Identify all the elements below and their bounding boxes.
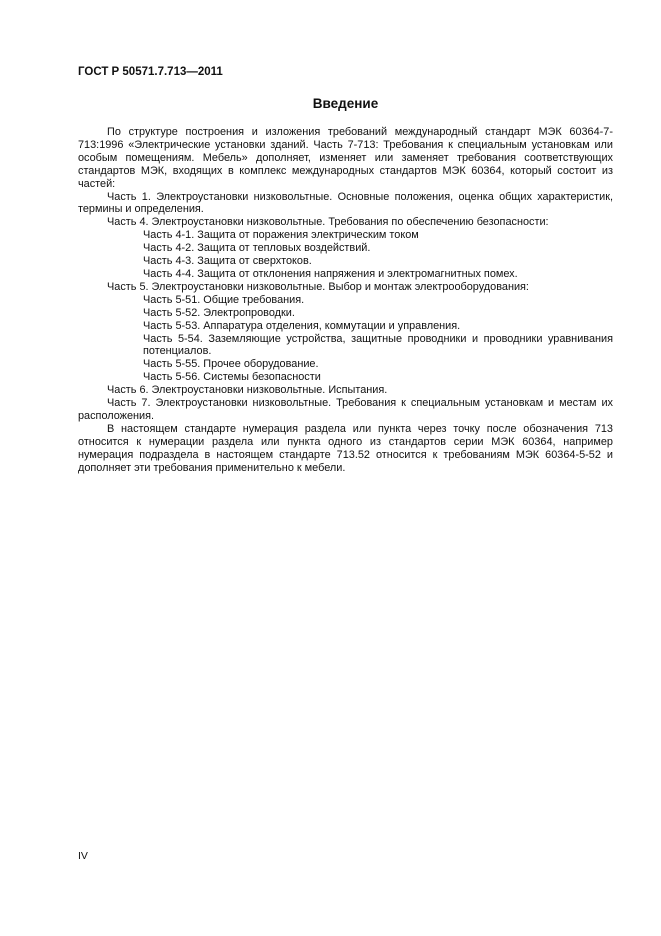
part-7: Часть 7. Электроустановки низковольтные. Требования к специальным установкам и местам их расположения.: [78, 397, 613, 422]
page-number: IV: [78, 850, 88, 862]
closing-paragraph: В настоящем стандарте нумерация раздела или пункта через точку после обозначения 713 относится к нумерации раздела или пункта одного из стандартов серии МЭК 60364, например нумерация подраздела в настоящем стандарте 713.52 относится к требованиям МЭК 60364-5-52 и дополняет эти требования применительно к мебели.: [78, 422, 613, 474]
part-5-51: Часть 5-51. Общие требования.: [143, 293, 305, 306]
intro-paragraph: По структуре построения и изложения требований международный стандарт МЭК 60364-7-713:1996 «Электрические установки зданий. Часть 7-713: Требования к специальным установкам или особым помещениям. Мебель» дополняет, изменяет или заменяет требования соответствующих стандартов МЭК, входящих в комплекс международных стандартов МЭК 60364, который состоит из частей:: [78, 126, 613, 190]
part-4: Часть 4. Электроустановки низковольтные. Требования по обеспечению безопасности:: [107, 216, 549, 229]
part-5-54: Часть 5-54. Заземляющие устройства, защитные проводники и проводники уравнивания потенциалов.: [143, 332, 613, 358]
part-5-56: Часть 5-56. Системы безопасности: [143, 371, 321, 384]
part-6: Часть 6. Электроустановки низковольтные. Испытания.: [107, 384, 388, 397]
part-5-55: Часть 5-55. Прочее оборудование.: [143, 358, 319, 371]
section-title: Введение: [312, 96, 379, 111]
part-4-2: Часть 4-2. Защита от тепловых воздействий.: [143, 242, 371, 255]
part-5-52: Часть 5-52. Электропроводки.: [143, 306, 295, 319]
part-4-4: Часть 4-4. Защита от отклонения напряжения и электромагнитных помех.: [143, 267, 518, 280]
part-5: Часть 5. Электроустановки низковольтные. Выбор и монтаж электрооборудования:: [107, 280, 529, 293]
document-number: ГОСТ Р 50571.7.713—2011: [78, 66, 223, 78]
document-body: [78, 126, 613, 474]
part-4-3: Часть 4-3. Защита от сверхтоков.: [143, 255, 312, 268]
part-1: Часть 1. Электроустановки низковольтные. Основные положения, оценка общих характеристик, термины и определения.: [78, 190, 613, 216]
part-5-53: Часть 5-53. Аппаратура отделения, коммутации и управления.: [143, 319, 461, 332]
part-4-1: Часть 4-1. Защита от поражения электрическим током: [143, 229, 419, 242]
